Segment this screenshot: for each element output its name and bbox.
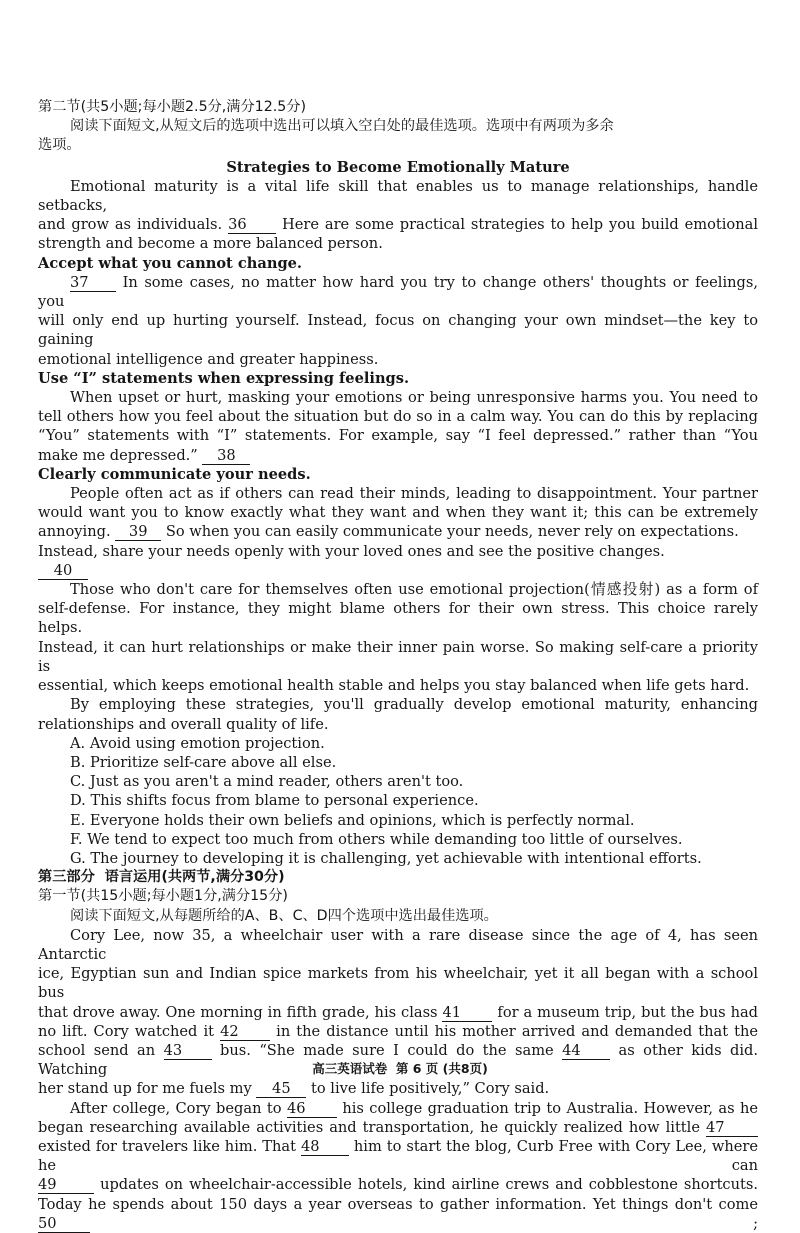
blank-40-line bbox=[38, 561, 758, 580]
passage-line: Instead, it can hurt relationships or make their inner pain worse. So making self-care a priority is bbox=[38, 638, 758, 675]
blank-42[interactable]: 42 bbox=[220, 1023, 270, 1041]
passage-text: that drove away. One morning in fifth grade, his class bbox=[38, 1003, 438, 1021]
blank-48[interactable]: 48 bbox=[301, 1138, 349, 1156]
passage-text: began researching available activities and transportation, he quickly realized how little bbox=[38, 1118, 700, 1136]
passage-line bbox=[38, 1099, 758, 1118]
passage-line: Those who don't care for themselves often use emotional projection(情感投射) as a form of bbox=[70, 581, 758, 599]
passage-line: When upset or hurt, masking your emotions or being unresponsive harms you. You need to bbox=[70, 389, 758, 407]
passage-text: her stand up for me fuels my bbox=[38, 1080, 252, 1098]
passage-line: strength and become a more balanced person. bbox=[38, 235, 383, 253]
passage-text: existed for travelers like him. That bbox=[38, 1137, 296, 1155]
blank-39[interactable]: 39 bbox=[115, 523, 161, 541]
passage-text: In some cases, no matter how hard you try to change others' thoughts or feelings, you bbox=[38, 273, 758, 311]
blank-36[interactable]: 36 bbox=[228, 216, 276, 234]
passage-text: to live life positively,” Cory said. bbox=[310, 1080, 550, 1098]
passage-line: Emotional maturity is a vital life skill that enables us to manage relationships, handle setbacks, bbox=[38, 177, 758, 215]
option-e: E. Everyone holds their own beliefs and opinions, which is perfectly normal. bbox=[70, 811, 635, 829]
passage-line bbox=[38, 446, 758, 465]
passage-text: Today he spends about 150 days a year overseas to gather information. Yet things don't come bbox=[38, 1195, 758, 1213]
option-f: F. We tend to expect too much from others while demanding too little of ourselves. bbox=[70, 830, 683, 848]
passage-text: After college, Cory began to bbox=[70, 1099, 282, 1117]
passage-line bbox=[38, 273, 758, 311]
passage-line: Instead, share your needs openly with your loved ones and see the positive changes. bbox=[38, 542, 665, 560]
passage-text: So when you can easily communicate your needs, never rely on expectations. bbox=[165, 523, 739, 541]
part3-instruction: 阅读下面短文,从每题所给的A、B、C、D四个选项中选出最佳选项。 bbox=[70, 907, 498, 924]
option-a: A. Avoid using emotion projection. bbox=[70, 734, 325, 752]
section2-header: 第二节(共5小题;每小题2.5分,满分12.5分) bbox=[38, 99, 306, 115]
blank-37[interactable]: 37 bbox=[70, 274, 116, 292]
passage-text: in the distance until his mother arrived and demanded that the bbox=[276, 1022, 759, 1040]
subheading-i-statements: Use “I” statements when expressing feelings. bbox=[38, 369, 410, 387]
passage-line: Cory Lee, now 35, a wheelchair user with a rare disease since the age of 4, has seen Antarctic bbox=[38, 926, 758, 963]
section2-instruction-cont: 选项。 bbox=[38, 137, 81, 154]
passage-text: school send an bbox=[38, 1041, 156, 1059]
passage-text: and grow as individuals. bbox=[38, 216, 223, 234]
passage-text: as other kids did. Watching bbox=[38, 1041, 759, 1079]
passage-text: ; bbox=[753, 1214, 758, 1232]
passage-text: bus. “She made sure I could do the same bbox=[220, 1041, 554, 1059]
passage-text: for a museum trip, but the bus had bbox=[497, 1003, 759, 1021]
blank-41[interactable]: 41 bbox=[442, 1004, 492, 1022]
passage-text: him to start the blog, Curb Free with Cory Lee, where he can bbox=[38, 1137, 759, 1175]
passage-text: Here are some practical strategies to help you build emotional bbox=[281, 216, 758, 234]
blank-50[interactable]: 50 bbox=[38, 1215, 90, 1233]
passage-line bbox=[38, 1118, 758, 1137]
passage-line: “You” statements with “I” statements. For example, say “I feel depressed.” rather than “You bbox=[38, 427, 758, 445]
passage-line: tell others how you feel about the situation but do so in a calm way. You can do this by replacing bbox=[38, 408, 758, 426]
blank-49[interactable]: 49 bbox=[38, 1176, 94, 1194]
passage-text: make me depressed.” bbox=[38, 446, 198, 464]
part3-header: 第三部分 语言运用(共两节,满分30分) bbox=[38, 869, 285, 886]
blank-46[interactable]: 46 bbox=[287, 1100, 337, 1118]
passage-line bbox=[38, 1079, 758, 1098]
option-d: D. This shifts focus from blame to personal experience. bbox=[70, 792, 479, 810]
passage-line bbox=[38, 1137, 758, 1175]
blank-44[interactable]: 44 bbox=[562, 1042, 610, 1060]
passage-line: self-defense. For instance, they might blame others for their own stress. This choice rarely helps. bbox=[38, 600, 758, 637]
subheading-accept: Accept what you cannot change. bbox=[38, 254, 303, 272]
passage-line: People often act as if others can read their minds, leading to disappointment. Your partner bbox=[70, 485, 758, 503]
passage-title: Strategies to Become Emotionally Mature bbox=[226, 158, 570, 176]
passage-line: essential, which keeps emotional health stable and helps you stay balanced when life gets hard. bbox=[38, 677, 750, 695]
passage-line: will only end up hurting yourself. Instead, focus on changing your own mindset—the key to gaining bbox=[38, 312, 758, 349]
blank-38[interactable]: 38 bbox=[202, 447, 250, 465]
passage-line bbox=[38, 1175, 758, 1194]
option-g: G. The journey to developing it is challenging, yet achievable with intentional efforts. bbox=[70, 849, 702, 867]
blank-45[interactable]: 45 bbox=[256, 1080, 306, 1098]
passage-line bbox=[38, 1003, 758, 1022]
passage-text: no lift. Cory watched it bbox=[38, 1022, 214, 1040]
blank-43[interactable]: 43 bbox=[164, 1042, 212, 1060]
subheading-communicate: Clearly communicate your needs. bbox=[38, 465, 311, 483]
option-b: B. Prioritize self-care above all else. bbox=[70, 753, 337, 771]
passage-text: updates on wheelchair-accessible hotels, kind airline crews and cobblestone shortcuts. bbox=[100, 1176, 758, 1194]
part3-section1-header: 第一节(共15小题;每小题1分,满分15分) bbox=[38, 888, 288, 905]
option-c: C. Just as you aren't a mind reader, others aren't too. bbox=[70, 773, 464, 791]
passage-line: ice, Egyptian sun and Indian spice markets from his wheelchair, yet it all began with a school bus bbox=[38, 965, 758, 1002]
blank-40[interactable]: 40 bbox=[38, 562, 88, 580]
blank-47[interactable]: 47 bbox=[706, 1119, 758, 1137]
passage-line: relationships and overall quality of life. bbox=[38, 715, 329, 733]
passage-line: would want you to know exactly what they want and when they want it; this can be extremely bbox=[38, 504, 758, 522]
page-footer: 高三英语试卷 第 6 页 (共8页) bbox=[312, 1061, 488, 1076]
passage-line: By employing these strategies, you'll gradually develop emotional maturity, enhancing bbox=[70, 696, 758, 714]
passage-line bbox=[38, 522, 758, 541]
passage-text: his college graduation trip to Australia. However, as he bbox=[342, 1099, 759, 1117]
passage-line bbox=[38, 1195, 758, 1233]
passage-text: annoying. bbox=[38, 523, 111, 541]
section2-instruction: 阅读下面短文,从短文后的选项中选出可以填入空白处的最佳选项。选项中有两项为多余 bbox=[70, 118, 614, 135]
passage-line bbox=[38, 1022, 758, 1041]
passage-line bbox=[38, 215, 758, 234]
passage-line: emotional intelligence and greater happiness. bbox=[38, 350, 379, 368]
